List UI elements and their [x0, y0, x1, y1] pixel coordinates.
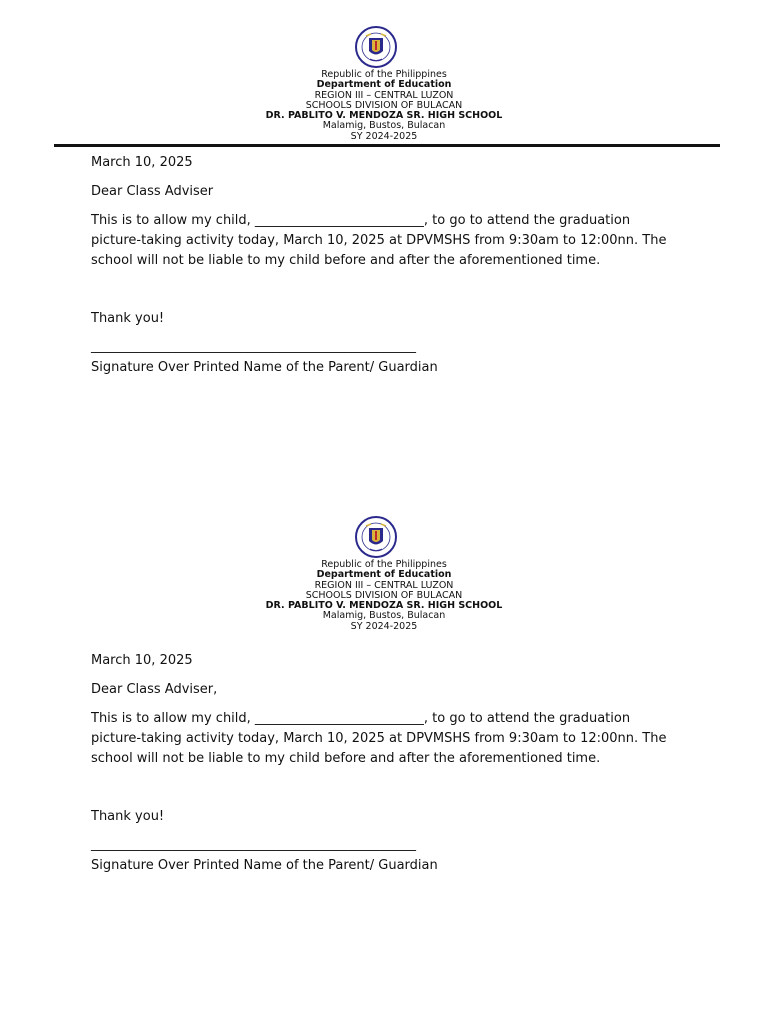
- signature-line: __________________________________________________: [91, 837, 416, 852]
- letterhead-division: SCHOOLS DIVISION OF BULACAN: [305, 99, 463, 111]
- letter-date: March 10, 2025: [91, 155, 193, 170]
- header-divider: [54, 144, 720, 147]
- letter-body-line: school will not be liable to my child before and after the aforementioned time.: [91, 751, 601, 766]
- letter-salutation: Dear Class Adviser,: [91, 682, 218, 697]
- letter-body-line: This is to allow my child, __________________________, to go to attend the graduation: [91, 711, 631, 726]
- letterhead-republic: Republic of the Philippines: [321, 559, 447, 570]
- letterhead-department: Department of Education: [316, 569, 452, 581]
- letter-body-line: This is to allow my child, __________________________, to go to attend the graduation: [91, 213, 631, 228]
- letterhead: [0, 70, 768, 142]
- letterhead-department: Department of Education: [316, 79, 452, 91]
- letter-body-line: picture-taking activity today, March 10, 2025 at DPVMSHS from 9:30am to 12:00nn. The: [91, 731, 667, 746]
- letter-salutation: Dear Class Adviser: [91, 184, 214, 199]
- letterhead-school: DR. PABLITO V. MENDOZA SR. HIGH SCHOOL: [265, 600, 503, 612]
- letterhead: [0, 560, 768, 632]
- deped-seal-icon: [351, 515, 401, 559]
- deped-seal-icon: [351, 25, 401, 69]
- letter-closing: Thank you!: [91, 311, 165, 326]
- letter-body-line: picture-taking activity today, March 10, 2025 at DPVMSHS from 9:30am to 12:00nn. The: [91, 233, 667, 248]
- letter-body-line: school will not be liable to my child before and after the aforementioned time.: [91, 253, 601, 268]
- letter-body: [91, 709, 691, 769]
- letter-closing: Thank you!: [91, 809, 165, 824]
- letterhead-republic: Republic of the Philippines: [321, 69, 447, 80]
- letterhead-region: REGION III – CENTRAL LUZON: [314, 89, 454, 101]
- signature-caption: Signature Over Printed Name of the Parent/ Guardian: [91, 360, 438, 375]
- letterhead-address: Malamig, Bustos, Bulacan: [322, 120, 446, 132]
- letter-body: [91, 211, 691, 271]
- letterhead-region: REGION III – CENTRAL LUZON: [314, 579, 454, 591]
- letterhead-address: Malamig, Bustos, Bulacan: [322, 610, 446, 622]
- letterhead-school: DR. PABLITO V. MENDOZA SR. HIGH SCHOOL: [265, 110, 503, 122]
- signature-line: __________________________________________________: [91, 339, 416, 354]
- letterhead-school-year: SY 2024-2025: [350, 130, 418, 142]
- letterhead-division: SCHOOLS DIVISION OF BULACAN: [305, 589, 463, 601]
- signature-caption: Signature Over Printed Name of the Parent/ Guardian: [91, 858, 438, 873]
- letterhead-school-year: SY 2024-2025: [350, 620, 418, 632]
- letter-date: March 10, 2025: [91, 653, 193, 668]
